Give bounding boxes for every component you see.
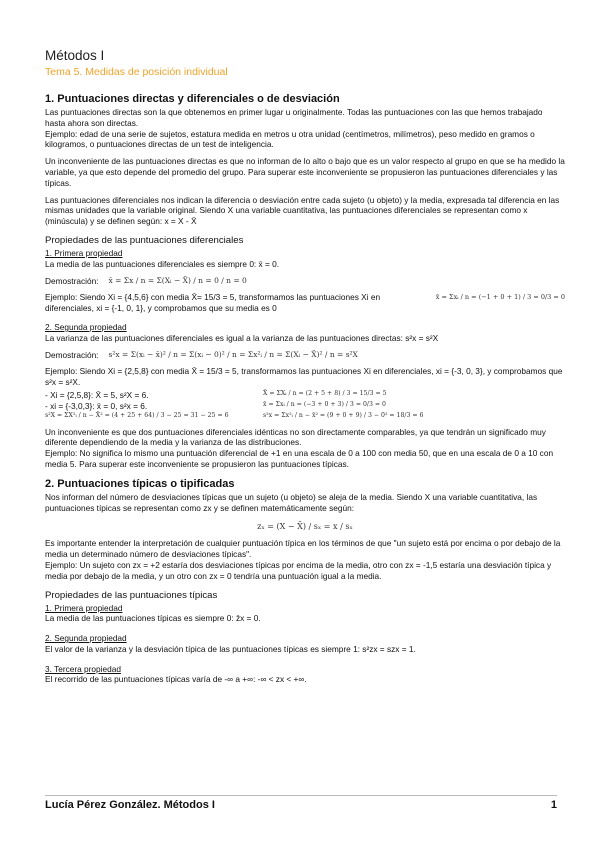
section1-heading: 1. Puntuaciones directas y diferenciales o de desviación — [45, 93, 340, 105]
page-content — [45, 48, 565, 691]
section1-p4 — [45, 427, 565, 470]
section2-p2b-text: Ejemplo: Un sujeto con zx = +2 estaría dos desviaciones típicas por encima de la media, otro con zx = -1,5 estaría una desviación típica y media por debajo de la media, y un otro con zx = 0 tendría una puntuación igual a la media. — [45, 559, 552, 581]
diff-prop1-text: La media de las puntuaciones diferenciales es siempre 0: x̄ = 0. — [45, 258, 280, 269]
section1-p4-text: Un inconveniente es que dos puntuaciones diferenciales idénticas no son directamente comparables, ya que tendrán un significado muy diferente dependiendo de la media y la varianza de las distribuciones. — [45, 426, 546, 448]
document-title: Métodos I — [45, 48, 105, 63]
z-formula-container — [45, 516, 565, 534]
diff-prop1-example — [45, 292, 565, 314]
typ-prop3-title: 3. Tercera propiedad — [45, 663, 121, 674]
section1-p1b: Ejemplo: edad de una serie de sujetos, estatura medida en metros u otra unidad (centímetros, milímetros), peso medido en gramos o kilogramos, o puntuaciones directas de un test de inteligencia. — [45, 128, 535, 150]
footer-page-number: 1 — [550, 799, 557, 811]
section1-p1: Las puntuaciones directas son la que obtenemos en primer lugar u originalmente. Todas las puntuaciones con las que hemos trabajado hasta ahora son directas. — [45, 107, 543, 128]
diff-prop2-text: La varianza de las puntuaciones diferenciales es igual a la varianza de las puntuaciones directas: s²x = s²X — [45, 332, 439, 343]
section1-p2: Un inconveniente de las puntuaciones directas es que no informan de lo alto o bajo que es un valor respecto al grupo en que se ha medido la variable, ya que esto depende del promedio del grupo. Para superar este inconveniente se propusieron las puntuaciones diferenciales y las típicas. — [45, 156, 565, 188]
calc-var-X: s²X = ΣX²ᵢ / n − X̄² = (4 + 25 + 64) / 3 − 25 = 31 − 25 = 6 — [45, 411, 229, 419]
demo-label-2: Demostración: — [45, 349, 99, 360]
calc-var-x: s²x = Σx²ᵢ / n − x̄² = (9 + 0 + 9) / 3 − 0² = 18/3 = 6 — [263, 411, 424, 419]
typ-prop2-title: 2. Segunda propiedad — [45, 633, 127, 644]
page-footer — [45, 795, 557, 811]
typ-prop1-text: La media de las puntuaciones típicas es siempre 0: z̄x = 0. — [45, 613, 261, 624]
diff-prop2-line2: - xi = {-3,0,3}: x̄ = 0, s²x = 6. — [45, 400, 148, 411]
section2-heading: 2. Puntuaciones típicas o tipificadas — [45, 477, 235, 490]
demo-label: Demostración: — [45, 275, 99, 286]
diff-prop2-calcs — [45, 390, 565, 419]
section2-p2 — [45, 538, 565, 581]
section1-paragraph — [45, 107, 565, 150]
section1-p3: Las puntuaciones diferenciales nos indican la diferencia o desviación entre cada sujeto (u objeto) y la media, expresada tal diferencia en las mismas unidades que la variable original. Siendo X una variable cuantitativa, las puntuaciones diferenciales se representan como x (minúscula) y se definen según: x = X - X̄ — [45, 194, 560, 227]
diff-prop1-title: 1. Primera propiedad — [45, 247, 123, 258]
footer-author: Lucía Pérez González. Métodos I — [45, 799, 215, 811]
document-subtitle: Tema 5. Medidas de posición individual — [45, 66, 228, 78]
diff-prop1-demo — [45, 276, 565, 287]
diff-prop2-demo — [45, 350, 565, 361]
diff-prop1-formula: x̄ = Σx / n = Σ(Xᵢ − X̄) / n = 0 / n = 0 — [108, 275, 247, 285]
calc-mean-X: X̄ = ΣXᵢ / n = (2 + 5 + 8) / 3 = 15/3 = 5 — [263, 389, 387, 397]
section2-p1: Nos informan del número de desviaciones típicas que un sujeto (u objeto) se aleja de la media. Siendo X una variable cuantitativa, las puntuaciones típicas se representan como zx y se definen matemáticamente según: — [45, 491, 538, 513]
diff-prop1-example-text: Ejemplo: Siendo Xi = {4,5,6} con media X̄= 15/3 = 5, transformamos las puntuaciones Xi en diferenciales, xi = {-1, 0, 1}, y comprobamos que su media es 0 — [45, 292, 381, 314]
diff-prop1-example-formula: x̄ = Σxᵢ / n = (−1 + 0 + 1) / 3 = 0/3 = 0 — [435, 293, 565, 302]
diff-props-heading: Propiedades de las puntuaciones diferenciales — [45, 234, 244, 246]
typ-prop1-title: 1. Primera propiedad — [45, 602, 123, 613]
diff-prop2-line1: - Xi = {2,5,8}: X̄ = 5, s²X = 6. — [45, 389, 149, 400]
typ-props-heading: Propiedades de las puntuaciones típicas — [45, 589, 218, 601]
z-formula: zₓ = (X − X̄) / sₓ = x / sₓ — [257, 522, 353, 532]
calc-mean-x: x̄ = Σxᵢ / n = (−3 + 0 + 3) / 3 = 0/3 = 0 — [263, 400, 386, 408]
section2-p2-text: Es importante entender la interpretación de cualquier puntuación típica en los términos de que "un sujeto está por encima o por debajo de la media un determinado número de desviaciones típicas". — [45, 538, 561, 560]
diff-prop2-example: Ejemplo: Siendo Xi = {2,5,8} con media X̄ = 15/3 = 5, transformamos las puntuaciones Xi en diferenciales, xi = {-3, 0, 3}, y comprobamos que s²x = s²X. — [45, 366, 563, 388]
section1-p4b-text: Ejemplo: No significa lo mismo una puntuación diferencial de +1 en una escala de 0 a 100 con media 50, que en una escala de 0 a 10 con media 5. Para superar este inconveniente se propusieron las puntuaciones típicas. — [45, 448, 554, 469]
diff-prop2-formula: s²x = Σ(xᵢ − x̄)² / n = Σ(xᵢ − 0)² / n = Σx²ᵢ / n = Σ(Xᵢ − X̄)² / n = s²X — [108, 349, 358, 359]
typ-prop2-text: El valor de la varianza y la desviación típica de las puntuaciones típicas es siempre 1: s²zx = szx = 1. — [45, 643, 416, 654]
typ-prop3-text: El recorrido de las puntuaciones típicas varía de -∞ a +∞: -∞ < zx < +∞. — [45, 674, 307, 685]
diff-prop2-title: 2. Segunda propiedad — [45, 321, 127, 332]
